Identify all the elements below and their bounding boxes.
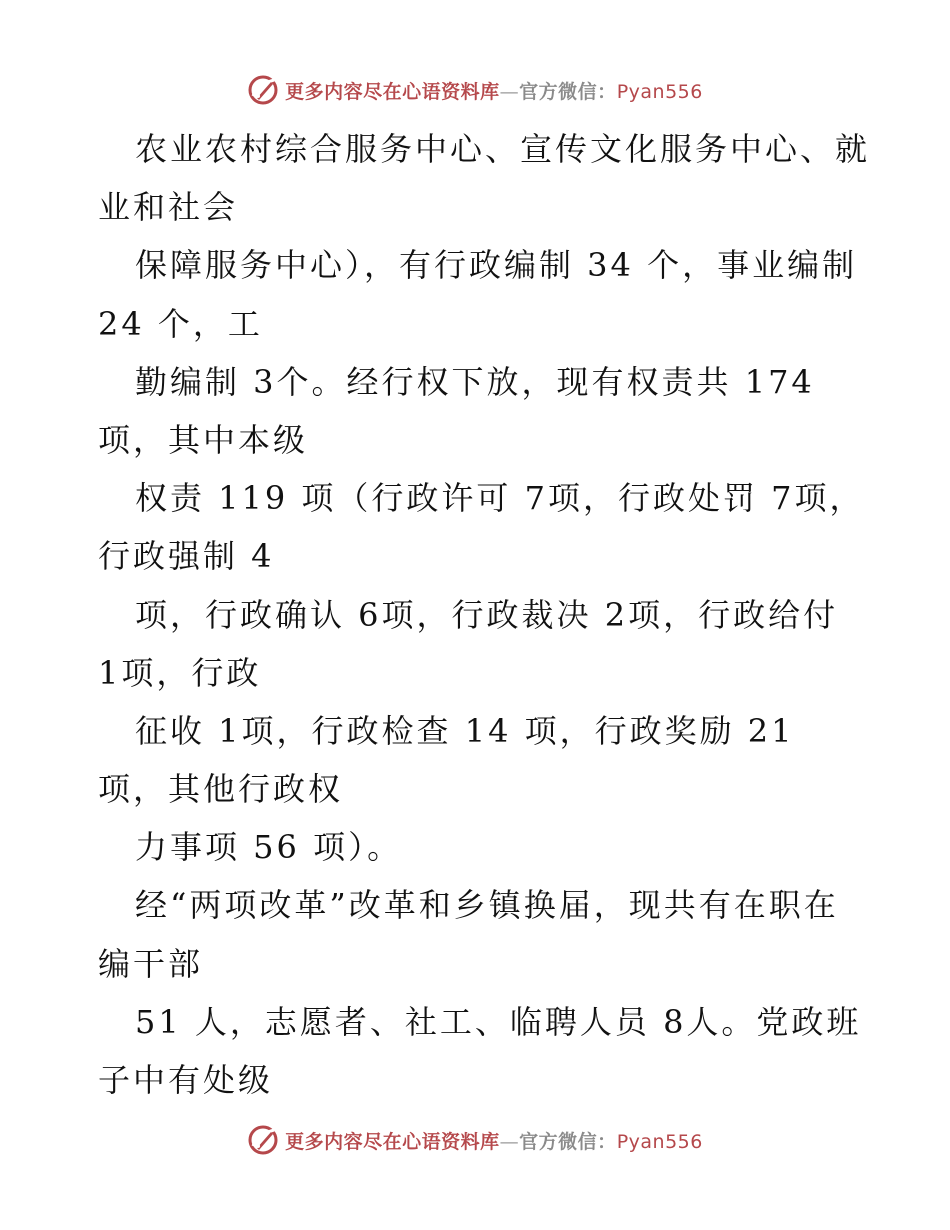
text-line: 1项，行政 xyxy=(98,653,262,692)
watermark-text xyxy=(285,1127,703,1154)
watermark-brand: 更多内容尽在心语资料库 xyxy=(285,1130,500,1153)
watermark-dash: — xyxy=(499,80,520,103)
text-line: 保障服务中心），有行政编制 34 个，事业编制 xyxy=(135,246,858,285)
watermark-brand: 更多内容尽在心语资料库 xyxy=(285,80,500,103)
watermark-wechat-id: Pyan556 xyxy=(616,1130,703,1153)
text-line: 编干部 xyxy=(98,944,204,983)
document-body xyxy=(98,120,898,1109)
watermark-text xyxy=(285,77,703,104)
pen-logo-icon xyxy=(247,74,279,106)
watermark-official-label: 官方微信： xyxy=(519,1130,617,1153)
footer-watermark xyxy=(0,1120,950,1160)
text-line: 项，行政确认 6项，行政裁决 2项，行政给付 xyxy=(135,595,839,634)
header-watermark xyxy=(0,70,950,110)
text-line: 项，其中本级 xyxy=(98,420,309,459)
text-line: 24 个，工 xyxy=(98,304,263,343)
watermark-wechat-id: Pyan556 xyxy=(616,80,703,103)
text-line: 经“两项改革”改革和乡镇换届，现共有在职在 xyxy=(135,886,839,925)
text-line: 51 人，志愿者、社工、临聘人员 8人。党政班 xyxy=(135,1002,862,1041)
text-line: 项，其他行政权 xyxy=(98,770,344,809)
text-line: 勤编制 3个。经行权下放，现有权责共 174 xyxy=(135,362,815,401)
text-line: 农业农村综合服务中心、宣传文化服务中心、就 xyxy=(135,130,871,168)
text-line: 权责 119 项（行政许可 7项，行政处罚 7项， xyxy=(135,479,865,518)
watermark-official-label: 官方微信： xyxy=(519,80,617,103)
text-line: 子中有处级 xyxy=(98,1061,274,1099)
text-line: 业和社会 xyxy=(98,188,239,227)
pen-logo-icon xyxy=(247,1124,279,1156)
text-line: 行政强制 4 xyxy=(98,537,275,576)
text-line: 力事项 56 项）。 xyxy=(135,828,403,867)
watermark-dash: — xyxy=(499,1130,520,1153)
text-line: 征收 1项，行政检查 14 项，行政奖励 21 xyxy=(135,711,795,750)
